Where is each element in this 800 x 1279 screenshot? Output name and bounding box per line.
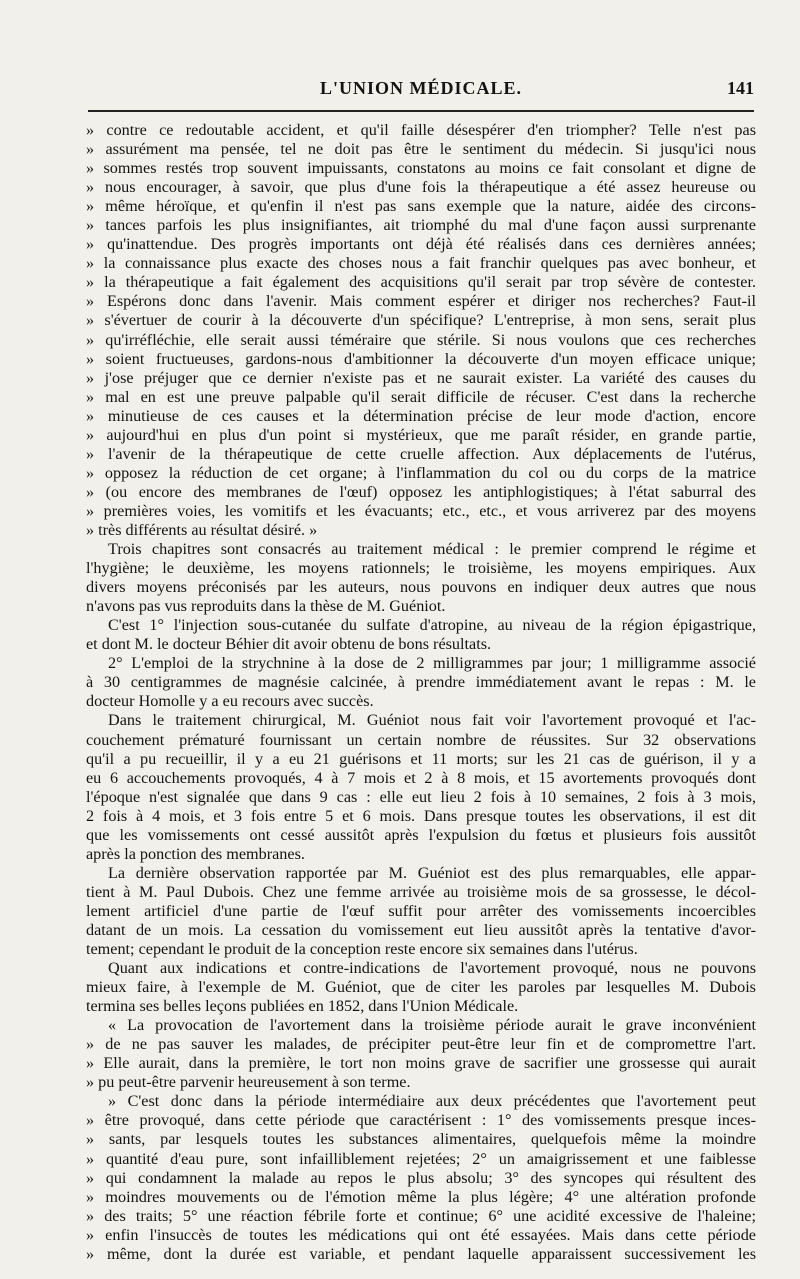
text-line: » qui condamnent la malade au repos le plus absolu; 3° des syncopes qui résultent des bbox=[86, 1168, 756, 1187]
text-line: » la connaissance plus exacte des choses nous a fait franchir quelques pas avec bonheur, et bbox=[86, 254, 756, 273]
text-line: à 30 centigrammes de magnésie calcinée, à prendre immédiatement avant le repas : M. le bbox=[86, 673, 756, 692]
text-line: » même héroïque, et qu'enfin il n'est pas sans exemple que la nature, aidée des circons- bbox=[86, 197, 756, 216]
text-line: datant de un mois. La cessation du vomissement eut lieu aussitôt après la tentative d'avor- bbox=[86, 920, 756, 939]
text-line: n'avons pas vus reproduits dans la thèse de M. Guéniot. bbox=[86, 597, 446, 616]
text-line: et dont M. le docteur Béhier dit avoir obtenu de bons résultats. bbox=[86, 635, 492, 654]
text-line: » des traits; 5° une réaction fébrile forte et continue; 6° une acidité excessive de l'haleine; bbox=[86, 1206, 756, 1225]
paragraph-start: C'est 1° l'injection sous-cutanée du sulfate d'atropine, au niveau de la région épigastrique, bbox=[108, 616, 756, 635]
text-line: que les vomissements ont cessé aussitôt après l'expulsion du fœtus et plusieurs fois aussitôt bbox=[86, 825, 756, 844]
text-line: » la thérapeutique a fait également des acquisitions qu'il serait par trop sévère de contester. bbox=[86, 273, 756, 292]
text-line: tient à M. Paul Dubois. Chez une femme arrivée au troisième mois de sa grossesse, le décol- bbox=[86, 882, 756, 901]
text-line: mieux faire, à l'exemple de M. Guéniot, que de citer les paroles par lesquelles M. Dubois bbox=[86, 978, 756, 997]
paragraph-start: Trois chapitres sont consacrés au traitement médical : le premier comprend le régime et bbox=[108, 540, 756, 559]
text-line: » même, dont la durée est variable, et pendant laquelle apparaissent successivement les bbox=[86, 1244, 756, 1263]
paragraph-start: » C'est donc dans la période intermédiaire aux deux précédentes que l'avortement peut bbox=[108, 1092, 756, 1111]
text-line: divers moyens préconisés par les auteurs, nous pouvons en indiquer deux autres que nous bbox=[86, 578, 756, 597]
text-line: couchement prématuré fournissant un certain nombre de réussites. Sur 32 observations bbox=[86, 730, 756, 749]
text-line: » premières voies, les vomitifs et les évacuants; etc., etc., et vous arriverez par des moyens bbox=[86, 501, 756, 520]
text-line: lement artificiel d'une partie de l'œuf suffit pour arrêter des vomissements incoercibles bbox=[86, 901, 756, 920]
text-line: » aujourd'hui en plus d'un point si mystérieux, que me paraît résider, en grande partie, bbox=[86, 425, 756, 444]
text-line: » sommes restés trop souvent impuissants, constatons au moins ce fait consolant et digne de bbox=[86, 159, 756, 178]
text-line: » très différents au résultat désiré. » bbox=[86, 520, 318, 539]
text-line: » Elle aurait, dans la première, le tort non moins grave de sacrifier une grossesse qui aurait bbox=[86, 1054, 756, 1073]
text-line: l'époque n'est signalée que dans 9 cas : elle eut lieu 2 fois à 10 semaines, 2 fois à 3 mois, bbox=[86, 787, 756, 806]
body-text bbox=[86, 121, 756, 1264]
text-line: l'hygiène; le deuxième, les moyens rationnels; le troisième, les moyens empiriques. Aux bbox=[86, 559, 756, 578]
text-line: » sants, par lesquels toutes les substances alimentaires, quelquefois même la moindre bbox=[86, 1130, 756, 1149]
text-line: termina ses belles leçons publiées en 1852, dans l'Union Médicale. bbox=[86, 997, 519, 1016]
text-line: » nous encourager, à savoir, que plus d'une fois la thérapeutique a été assez heureuse ou bbox=[86, 178, 756, 197]
paragraph-start: La dernière observation rapportée par M. Guéniot est des plus remarquables, elle appar- bbox=[108, 863, 756, 882]
text-line: 2 fois à 4 mois, et 3 fois entre 5 et 6 mois. Dans presque toutes les observations, il est dit bbox=[86, 806, 756, 825]
text-line: » Espérons donc dans l'avenir. Mais comment espérer et diriger nos recherches? Faut-il bbox=[86, 292, 756, 311]
paragraph-start: Dans le traitement chirurgical, M. Guéniot nous fait voir l'avortement provoqué et l'ac- bbox=[108, 711, 756, 730]
text-line: » soient fructueuses, gardons-nous d'ambitionner la découverte d'un moyen efficace unique; bbox=[86, 349, 756, 368]
text-line: après la ponction des membranes. bbox=[86, 844, 305, 863]
text-line: » moindres mouvements ou de l'émotion même la plus légère; 4° une altération profonde bbox=[86, 1187, 756, 1206]
text-line: docteur Homolle y a eu recours avec succès. bbox=[86, 692, 374, 711]
text-line: » l'avenir de la thérapeutique de cette cruelle affection. Aux déplacements de l'utérus, bbox=[86, 444, 756, 463]
text-line: » assurément ma pensée, tel ne doit pas être le sentiment du médecin. Si jusqu'ici nous bbox=[86, 140, 756, 159]
text-line: » pu peut-être parvenir heureusement à son terme. bbox=[86, 1073, 411, 1092]
text-line: » de ne pas sauver les malades, de précipiter peut-être leur fin et de compromettre l'art. bbox=[86, 1035, 756, 1054]
text-line: tement; cependant le produit de la conception reste encore six semaines dans l'utérus. bbox=[86, 940, 638, 959]
text-line: » (ou encore des membranes de l'œuf) opposez les antiphlogistiques; à l'état saburral des bbox=[86, 482, 756, 501]
page-header bbox=[88, 70, 754, 112]
text-line: » s'évertuer de courir à la découverte d'un spécifique? L'entreprise, à mon sens, serait plus bbox=[86, 311, 756, 330]
text-line: » qu'irréfléchie, elle serait aussi téméraire que stérile. Si nous voulons que ces recherches bbox=[86, 330, 756, 349]
text-line: » tances parfois les plus insignifiantes, ait triomphé du mal d'une façon aussi surprenante bbox=[86, 216, 756, 235]
text-line: » j'ose préjuger que ce dernier n'existe pas et ne saurait exister. La variété des causes du bbox=[86, 368, 756, 387]
running-title: L'UNION MÉDICALE. bbox=[319, 78, 523, 98]
paragraph-start: Quant aux indications et contre-indications de l'avortement provoqué, nous ne pouvons bbox=[108, 959, 756, 978]
paragraph-start: 2° L'emploi de la strychnine à la dose de 2 milligrammes par jour; 1 milligramme associé bbox=[108, 654, 756, 673]
text-line: » enfin l'insuccès de toutes les médications qui ont été essayées. Mais dans cette période bbox=[86, 1225, 756, 1244]
text-line: » opposez la réduction de cet organe; à l'inflammation du col ou du corps de la matrice bbox=[86, 463, 756, 482]
text-line: » contre ce redoutable accident, et qu'il faille désespérer d'en triompher? Telle n'est pas bbox=[86, 121, 756, 139]
text-line: » minutieuse de ces causes et la détermination précise de leur mode d'action, encore bbox=[86, 406, 756, 425]
text-line: qu'il a pu recueillir, il y a eu 21 guérisons et 11 morts; sur les 21 cas de guérison, il y a bbox=[86, 749, 756, 768]
text-line: » mal en est une preuve palpable qu'il serait difficile de récuser. C'est dans la recherche bbox=[86, 387, 756, 406]
paragraph-start: « La provocation de l'avortement dans la troisième période aurait le grave inconvénient bbox=[108, 1016, 756, 1035]
text-line: eu 6 accouchements provoqués, 4 à 7 mois et 2 à 8 mois, et 15 avortements provoqués dont bbox=[86, 768, 756, 787]
text-line: » qu'inattendue. Des progrès importants ont déjà été réalisés dans ces dernières années; bbox=[86, 235, 756, 254]
page-number: 141 bbox=[727, 78, 754, 98]
text-line: » être provoqué, dans cette période que caractérisent : 1° des vomissements presque inces- bbox=[86, 1111, 756, 1130]
text-line: » quantité d'eau pure, sont infailliblement rejetées; 2° un amaigrissement et une faiblesse bbox=[86, 1149, 756, 1168]
